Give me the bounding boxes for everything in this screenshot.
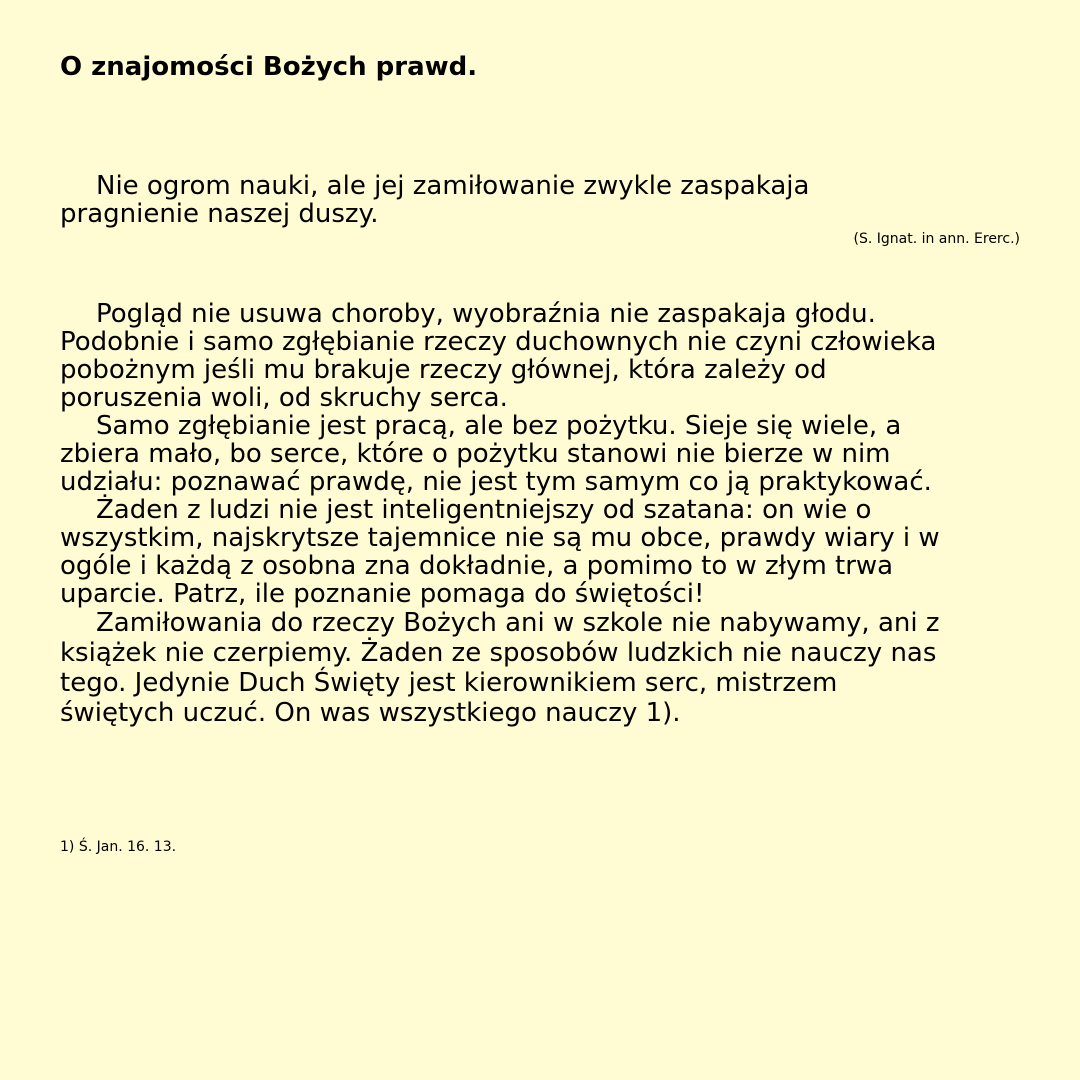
paragraph: Pogląd nie usuwa choroby, wyobraźnia nie zaspakaja głodu. Podobnie i samo zgłębianie rzeczy duchownych nie czyni człowieka pobożnym jeśli mu brakuje rzeczy głównej, która zależy od poruszenia woli, od skruchy serca. <box>60 299 937 413</box>
page-title: O znajomości Bożych prawd. <box>60 52 478 82</box>
footnote: 1) Ś. Jan. 16. 13. <box>60 839 177 855</box>
motto-block <box>60 172 1020 248</box>
motto-source: (S. Ignat. in ann. Ererc.) <box>853 231 1020 247</box>
motto-text: Nie ogrom nauki, ale jej zamiłowanie zwykle zaspakaja pragnienie naszej duszy. <box>60 171 810 229</box>
paragraph: Żaden z ludzi nie jest inteligentniejszy od szatana: on wie o wszystkim, najskrytsze tajemnice nie są mu obce, prawdy wiary i w ogóle i każdą z osobna zna dokładnie, a pomimo to w złym trwa uparcie. Patrz, ile poznanie pomaga do świętości! <box>60 495 940 609</box>
body-text <box>60 300 980 728</box>
paragraph: Zamiłowania do rzeczy Bożych ani w szkole nie nabywamy, ani z książek nie czerpiemy. Żaden ze sposobów ludzkich nie nauczy nas tego. Jedynie Duch Święty jest kierownikiem serc, mistrzem świętych uczuć. On was wszystkiego nauczy 1). <box>60 608 940 728</box>
paragraph: Samo zgłębianie jest pracą, ale bez pożytku. Sieje się wiele, a zbiera mało, bo serce, które o pożytku stanowi nie bierze w nim udziału: poznawać prawdę, nie jest tym samym co ją praktykować. <box>60 411 932 497</box>
